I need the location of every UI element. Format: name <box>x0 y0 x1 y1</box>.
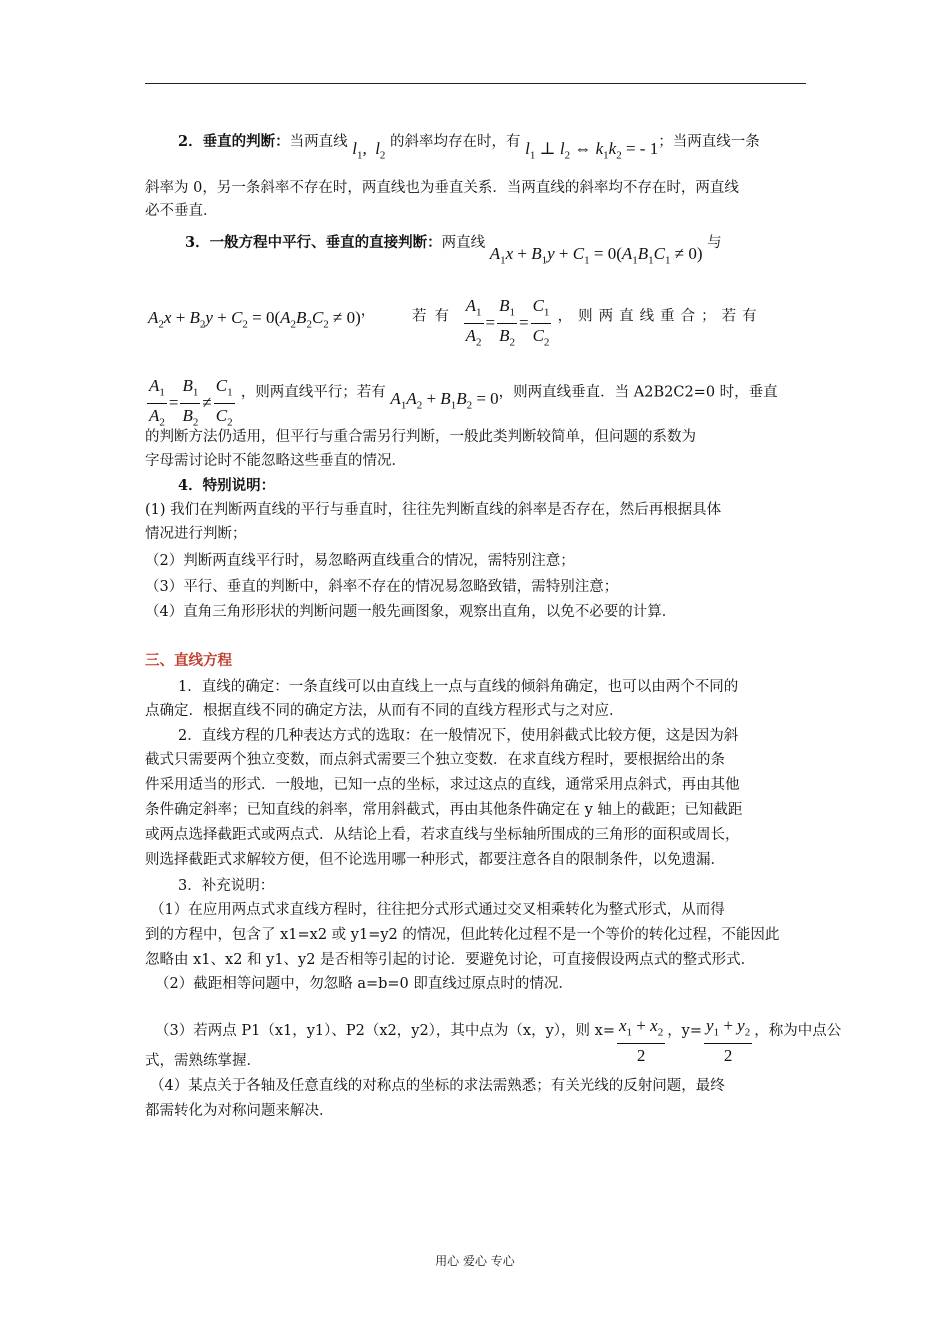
page-footer: 用心 爱心 专心 <box>435 1254 515 1268</box>
formula-l1-l2: $l_1$, $l_2$ <box>352 139 386 162</box>
formula-midpoint-y: $\frac{y_1 + y_2}{2}$ <box>706 1016 751 1066</box>
sec3-p2-line: 条件确定斜率；已知直线的斜率，常用斜截式，再由其他条件确定在 y 轴上的截距；已知截距 <box>145 802 743 818</box>
sec3-p3-heading: 3．补充说明： <box>178 878 275 894</box>
item3-line2: $A_2x + B_2y + C_2 = 0(A_2B_2C_2 \ne 0)$， <box>148 303 376 331</box>
sec3-n4-line: （4）某点关于各轴及任意直线的对称点的坐标的求法需熟悉；有关光线的反射问题，最终 <box>150 1078 725 1094</box>
item2-heading: 2．垂直的判断： <box>178 133 290 150</box>
item4-list-line: （3）平行、垂直的判断中，斜率不存在的情况易忽略致错，需特别注意； <box>145 579 619 595</box>
item2-line3: 必不垂直． <box>145 203 218 219</box>
sec3-n1-line: 忽略由 x1、x2 和 y1、y2 是否相等引起的讨论．要避免讨论，可直接假设两点式的整式形式． <box>145 952 756 968</box>
item4-list-line: （2）判断两直线平行时，易忽略两直线重合的情况，需特别注意； <box>145 553 575 569</box>
item3-line4: 的判断方法仍适用，但平行与重合需另行判断，一般此类判断较简单，但问题的系数为 <box>145 429 696 445</box>
sec3-p1-line: 点确定．根据直线不同的确定方法，从而有不同的直线方程形式与之对应． <box>145 703 624 719</box>
sec3-p2-line: 件采用适当的形式．一般地，已知一点的坐标，求过这点的直线，通常采用点斜式，再由其他 <box>145 777 740 793</box>
item3-heading: 3．一般方程中平行、垂直的直接判断： <box>185 234 442 251</box>
formula-line2: $A_2x + B_2y + C_2 = 0(A_2B_2C_2 \ne 0)$ <box>148 308 361 331</box>
sec3-p2-line: 截式只需要两个独立变数，而点斜式需要三个独立变数．在求直线方程时，要根据给出的条 <box>145 752 725 768</box>
sec3-n4-line: 都需转化为对称问题来解决． <box>145 1103 334 1119</box>
sec3-p2-line: 或两点选择截距式或两点式．从结论上看，若求直线与坐标轴所围成的三角形的面积或周长， <box>145 827 740 843</box>
item2-line2: 斜率为 0，另一条斜率不存在时，两直线也为垂直关系．当两直线的斜率均不存在时，两直线 <box>145 180 739 196</box>
item4-heading: 4．特别说明： <box>178 477 276 494</box>
header-rule <box>145 83 806 84</box>
sec3-p2-line: 则选择截距式求解较方便，但不论选用哪一种形式，都要注意各自的限制条件，以免遗漏． <box>145 852 725 868</box>
formula-perpendicular: $l_1$ ⊥ $l_2$ ⇔ $k_1k_2$ = - 1 <box>525 139 659 162</box>
item3-line3: $\frac{A_1}{A_2}$ = $\frac{B_1}{B_2}$ ≠ $\frac{C_1}{C_2}$ ，则两直线平行；若有 $A_1A_2 + B_1B_2 = 0$，则两直线垂直．当 A2B2C2=0 时，垂直 <box>145 364 778 421</box>
formula-line1: $A_1x + B_1y + C_1 = 0(A_1B_1C_1 \ne 0)$ <box>489 244 703 267</box>
sec3-n2: （2）截距相等问题中，勿忽略 a=b=0 即直线过原点时的情况． <box>155 976 573 992</box>
formula-midpoint-x: $\frac{x_1 + x_2}{2}$ <box>619 1016 664 1066</box>
item4-list-line: (1) 我们在判断两直线的平行与垂直时，往往先判断直线的斜率是否存在，然后再根据具体 <box>145 502 722 518</box>
sec3-n1-line: 到的方程中，包含了 x1=x2 或 y1=y2 的情况，但此转化过程不是一个等价的转化过程，不能因此 <box>145 927 780 943</box>
sec3-n3-line2: 式，需熟练掌握． <box>145 1053 261 1069</box>
sec3-n1-line: （1）在应用两点式求直线方程时，往往把分式形式通过交叉相乘转化为整式形式，从而得 <box>150 902 725 918</box>
formula-parallel: $\frac{A_1}{A_2}$ = $\frac{B_1}{B_2}$ ≠ $\frac{C_1}{C_2}$ <box>149 376 233 429</box>
section-title: 三、直线方程 <box>145 653 232 669</box>
item2-line1: 2．垂直的判断：当两直线 $l_1$, $l_2$ 的斜率均存在时，有 $l_1$ ⊥ $l_2$ ⇔ $k_1k_2$ = - 1；当两直线一条 <box>178 133 760 162</box>
sec3-p2-line: 2．直线方程的几种表达方式的选取：在一般情况下，使用斜截式比较方便，这是因为斜 <box>178 728 739 744</box>
formula-perp-general: $A_1A_2 + B_1B_2 = 0$ <box>390 389 499 412</box>
item3-line5: 字母需讨论时不能忽略这些垂直的情况． <box>145 453 406 469</box>
item3-line2-right: 若有 $\frac{A_1}{A_2}$ = $\frac{B_1}{B_2}$ = $\frac{C_1}{C_2}$ ，则两直线重合；若有 <box>412 296 763 349</box>
sec3-n3-line1: （3）若两点 P1（x1，y1）、P2（x2，y2），其中点为（x，y），则 x= $\frac{x_1 + x_2}{2}$ ，y= $\frac{y_1 + y_2}{2}$ ，称为中点公 <box>155 1016 842 1066</box>
item4-list-line: （4）直角三角形形状的判断问题一般先画图象，观察出直角，以免不必要的计算． <box>145 604 677 620</box>
sec3-p1-line: 1．直线的确定：一条直线可以由直线上一点与直线的倾斜角确定，也可以由两个不同的 <box>178 679 739 695</box>
formula-coincide: $\frac{A_1}{A_2}$ = $\frac{B_1}{B_2}$ = $\frac{C_1}{C_2}$ <box>465 296 550 349</box>
item3-line1: 3．一般方程中平行、垂直的直接判断：两直线 $A_1x + B_1y + C_1 = 0(A_1B_1C_1 \ne 0)$ 与 <box>185 234 722 267</box>
item4-list-line: 情况进行判断； <box>145 526 247 542</box>
